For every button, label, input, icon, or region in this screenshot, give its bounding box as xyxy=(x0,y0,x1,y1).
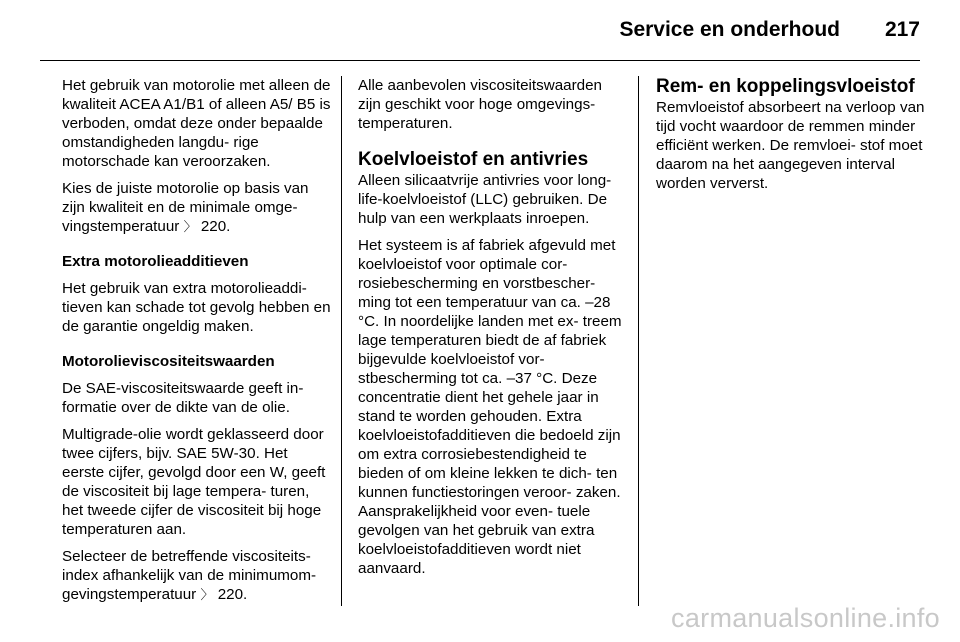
paragraph-choose-oil-text: Kies de juiste motorolie op basis van zijn kwaliteit en de minimale omge- vingstemperatuur xyxy=(62,180,309,235)
header-divider xyxy=(40,60,920,61)
paragraph-viscosity-suitable: Alle aanbevolen viscositeitswaarden zijn geschikt voor hoge omgevings- temperaturen. xyxy=(358,77,602,132)
heading-viscosity: Motorolieviscositeitswaarden xyxy=(62,353,275,370)
paragraph-select-viscosity xyxy=(62,547,334,604)
watermark: carmanualsonline.info xyxy=(671,603,940,633)
paragraph-factory-coolant: Het systeem is af fabriek afgevuld met koelvloeistof voor optimale cor- rosiebescherming en vorstbescher- ming tot een temperatuur van ca. –28 °C. In noordelijke landen met ex- treem lage temperaturen biedt de af fabriek bijgevulde koelvloeistof vor- stbescherming tot ca. –37 °C. Deze concentratie dient het gehele jaar in stand te worden gehouden. Extra koelvloeistofadditieven die bedoeld zijn om extra corrosiebestendigheid te bieden of om kleine lekken te dich- ten kunnen functiestoringen veroor- zaken. Aansprakelijkheid voor even- tuele gevolgen van het gebruik van extra koelvloeistofadditieven wordt niet aanvaard. xyxy=(358,237,622,577)
paragraph-additives: Het gebruik van extra motorolieaddi- tieven kan schade tot gevolg hebben en de garantie ongeldig maken. xyxy=(62,280,331,335)
paragraph-acea-warning: Het gebruik van motorolie met alleen de kwaliteit ACEA A1/B1 of alleen A5/ B5 is verboden, omdat deze onder bepaalde omstandigheden langdu- rige motorschade kan veroorzaken. xyxy=(62,77,331,170)
column-divider xyxy=(638,76,639,606)
paragraph-brake-fluid: Remvloeistof absorbeert na verloop van tijd vocht waardoor de remmen minder efficiënt werken. De remvloei- stof moet daarom na het aangegeven interval worden ververst. xyxy=(656,99,925,192)
page-header xyxy=(0,0,960,62)
page-number: 217 xyxy=(884,18,920,41)
column-2 xyxy=(358,76,628,586)
arrow-reference-icon: 〉 xyxy=(200,587,214,602)
column-3 xyxy=(656,76,931,201)
paragraph-select-viscosity-text: Selecteer de betreffende viscositeits- index afhankelijk van de minimumom- gevingstemperatuur xyxy=(62,548,317,603)
column-1 xyxy=(62,76,334,612)
column-divider xyxy=(341,76,342,606)
paragraph-multigrade: Multigrade-olie wordt geklasseerd door twee cijfers, bijv. SAE 5W-30. Het eerste cijfer, gevolgd door een W, geeft de viscositeit bij lage tempera- turen, het tweede cijfer de viscositeit bij hoge temperaturen aan. xyxy=(62,426,326,538)
paragraph-silicate-free: Alleen silicaatvrije antivries voor long- life-koelvloeistof (LLC) gebruiken. De hulp van een werkplaats inroepen. xyxy=(358,172,612,227)
page-reference-link[interactable]: 220. xyxy=(217,586,248,603)
paragraph-choose-oil xyxy=(62,179,334,236)
paragraph-sae-info: De SAE-viscositeitswaarde geeft in- formatie over de dikte van de olie. xyxy=(62,380,304,416)
heading-brake-fluid: Rem- en koppelingsvloeistof xyxy=(656,76,915,97)
section-title: Service en onderhoud xyxy=(619,18,840,41)
heading-additives: Extra motorolieadditieven xyxy=(62,253,249,270)
page-reference-link[interactable]: 220. xyxy=(200,218,231,235)
arrow-reference-icon: 〉 xyxy=(183,219,197,234)
heading-coolant: Koelvloeistof en antivries xyxy=(358,149,589,170)
